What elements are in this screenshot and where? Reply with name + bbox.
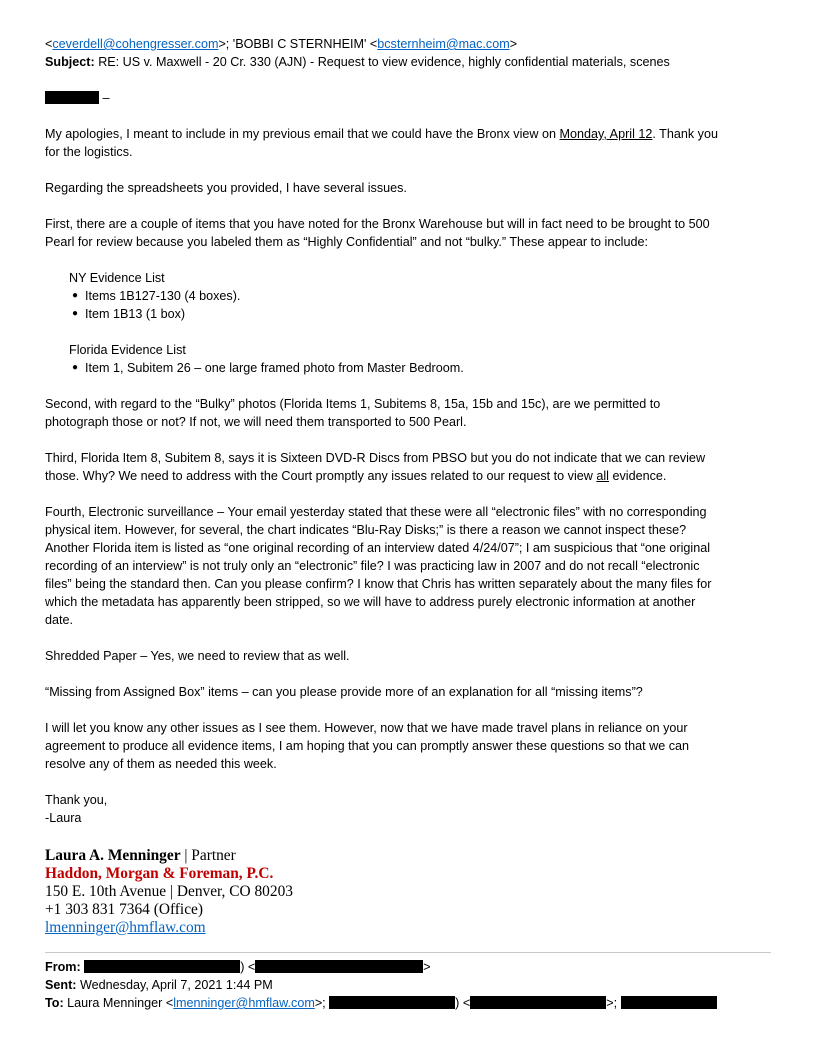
redaction-bar bbox=[470, 996, 606, 1009]
body-line: Pearl for review because you labeled them as “Highly Confidential” and not “bulky.” These appear to include: bbox=[45, 235, 648, 249]
body-line: Shredded Paper – Yes, we need to review that as well. bbox=[45, 649, 350, 663]
body-line: “Missing from Assigned Box” items – can you please provide more of an explanation for all “missing items”? bbox=[45, 685, 643, 699]
quoted-sent-line: Sent: Wednesday, April 7, 2021 1:44 PM bbox=[45, 978, 273, 992]
subject-text: RE: US v. Maxwell - 20 Cr. 330 (AJN) - Request to view evidence, highly confidential materials, scenes bbox=[98, 55, 670, 69]
redaction-bar bbox=[45, 91, 99, 104]
email-link[interactable]: bcsternheim@mac.com bbox=[377, 37, 510, 51]
body-line: recording of an interview” is not truly only an “electronic” file? I was practicing law in 2007 and do not recall “electronic bbox=[45, 559, 700, 573]
to-line: <ceverdell@cohengresser.com>; 'BOBBI C STERNHEIM' <bcsternheim@mac.com> bbox=[45, 37, 518, 51]
signature-name: Laura A. Menninger bbox=[45, 847, 181, 864]
salutation: – bbox=[45, 89, 110, 107]
fl-list-heading: Florida Evidence List bbox=[69, 343, 186, 357]
body-line: Regarding the spreadsheets you provided, I have several issues. bbox=[45, 181, 407, 195]
body-line: Fourth, Electronic surveillance – Your email yesterday stated that these were all “electronic files” with no corresponding bbox=[45, 505, 707, 519]
body-line: those. Why? We need to address with the Court promptly any issues related to our request to view all evidence. bbox=[45, 469, 667, 483]
redaction-bar bbox=[621, 996, 717, 1009]
bullet: ● bbox=[72, 362, 79, 373]
body-line: photograph those or not? If not, we will need them transported to 500 Pearl. bbox=[45, 415, 467, 429]
closing-line: Thank you, bbox=[45, 793, 108, 807]
list-item: ● Items 1B127-130 (4 boxes). bbox=[72, 289, 241, 303]
subject-line bbox=[45, 53, 670, 71]
quoted-to-line: To: Laura Menninger <lmenninger@hmflaw.com>; ) < >; bbox=[45, 994, 717, 1012]
body-line: files” being the standard then. Can you please confirm? I know that Chris has written separately about the many files for bbox=[45, 577, 712, 591]
body-line: Second, with regard to the “Bulky” photos (Florida Items 1, Subitems 8, 15a, 15b and 15c), are we permitted to bbox=[45, 397, 661, 411]
body-line: Another Florida item is listed as “one original recording of an interview dated 4/24/07”; I am suspicious that “one original bbox=[45, 541, 711, 555]
body-line: physical item. However, for several, the chart indicates “Blu-Ray Disks;” is there a reason we cannot inspect these? bbox=[45, 523, 687, 537]
subject-label: Subject: bbox=[45, 55, 95, 69]
body-line: for the logistics. bbox=[45, 145, 133, 159]
bullet: ● bbox=[72, 308, 79, 319]
email-link[interactable]: lmenninger@hmflaw.com bbox=[173, 996, 315, 1010]
body-line: First, there are a couple of items that you have noted for the Bronx Warehouse but will in fact need to be brought to 500 bbox=[45, 217, 710, 231]
redaction-bar bbox=[329, 996, 455, 1009]
body-line: resolve any of them as needed this week. bbox=[45, 757, 277, 771]
redaction-bar bbox=[255, 960, 423, 973]
signature-name-line: Laura A. Menninger | Partner bbox=[45, 847, 236, 864]
body-line: My apologies, I meant to include in my previous email that we could have the Bronx view on Monday, April 12. Thank you bbox=[45, 127, 718, 141]
signature-phone: +1 303 831 7364 (Office) bbox=[45, 901, 203, 918]
bullet: ● bbox=[72, 290, 79, 301]
body-line: date. bbox=[45, 613, 74, 627]
body-line: which the metadata has apparently been stripped, so we will have to address purely electronic information at another bbox=[45, 595, 696, 609]
divider bbox=[45, 952, 771, 953]
body-line: agreement to produce all evidence items, I am hoping that you can promptly answer these questions so that we can bbox=[45, 739, 690, 753]
signature-email-link[interactable]: lmenninger@hmflaw.com bbox=[45, 919, 206, 936]
email-link[interactable]: ceverdell@cohengresser.com bbox=[52, 37, 219, 51]
ny-list-heading: NY Evidence List bbox=[69, 271, 165, 285]
body-line: I will let you know any other issues as I see them. However, now that we have made travel plans in reliance on your bbox=[45, 721, 688, 735]
quoted-from-line: From: ) < > bbox=[45, 960, 431, 974]
list-item: ● Item 1B13 (1 box) bbox=[72, 307, 186, 321]
signature-firm: Haddon, Morgan & Foreman, P.C. bbox=[45, 865, 274, 882]
body-line: Third, Florida Item 8, Subitem 8, says it is Sixteen DVD-R Discs from PBSO but you do not indicate that we can review bbox=[45, 451, 706, 465]
redaction-bar bbox=[84, 960, 240, 973]
signature-email-line bbox=[45, 919, 206, 937]
signature-address: 150 E. 10th Avenue | Denver, CO 80203 bbox=[45, 883, 293, 900]
closing-line: -Laura bbox=[45, 811, 82, 825]
list-item: ● Item 1, Subitem 26 – one large framed photo from Master Bedroom. bbox=[72, 361, 464, 375]
